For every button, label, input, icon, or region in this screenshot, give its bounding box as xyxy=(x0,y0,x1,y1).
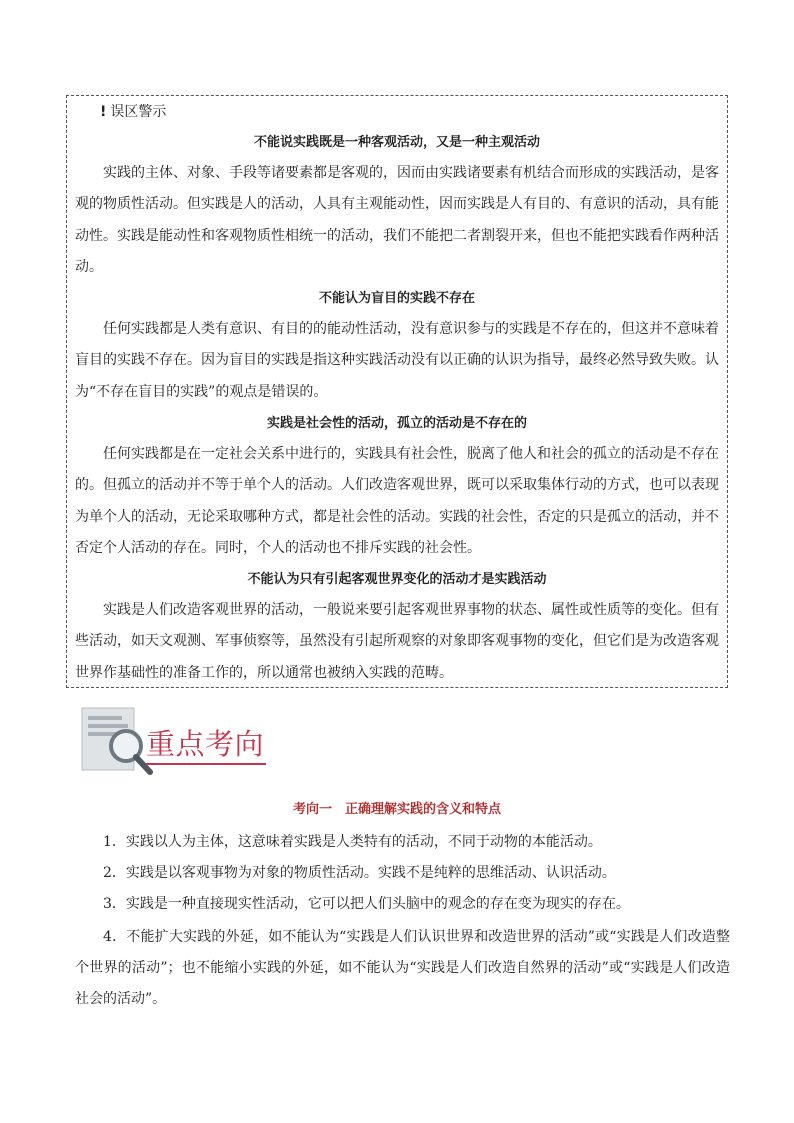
warning-section-title: 实践是社会性的活动，孤立的活动是不存在的 xyxy=(266,416,527,431)
focus-item: 3．实践是一种直接现实性活动，它可以把人们头脑中的观念的存在变为现实的存在。 xyxy=(103,896,630,912)
warning-heading xyxy=(100,102,166,122)
warning-section-text: 任何实践都是人类有意识、有目的的能动性活动，没有意识参与的实践是不存在的，但这并不意味着盲目的实践不存在。因为盲目的实践是指这种实践活动没有以正确的认识为指导，最终必然导致失败。认为“不存在盲目的实践”的观点是错误的。 xyxy=(75,321,719,400)
warning-heading-label: 误区警示 xyxy=(110,104,167,120)
focus-title: 考向一 正确理解实践的含义和特点 xyxy=(292,802,501,817)
warning-section-text: 实践是人们改造客观世界的活动，一般说来要引起客观世界事物的状态、属性或性质等的变化。但有些活动，如天文观测、军事侦察等，虽然没有引起所观察的对象即客观事物的变化，但它们是为改造客观世界作基础性的准备工作的，所以通常也被纳入实践的范畴。 xyxy=(75,602,719,681)
warning-section-text: 任何实践都是在一定社会关系中进行的，实践具有社会性，脱离了他人和社会的孤立的活动是不存在的。但孤立的活动并不等于单个人的活动。人们改造客观世界，既可以采取集体行动的方式，也可以表现为单个人的活动，无论采取哪种方式，都是社会性的活动。实践的社会性，否定的只是孤立的活动，并不否定个人活动的存在。同时，个人的活动也不排斥实践的社会性。 xyxy=(75,446,719,556)
focus-item: 4．不能扩大实践的外延，如不能认为“实践是人们认识世界和改造世界的活动”或“实践是人们改造整个世界的活动”；也不能缩小实践的外延，如不能认为“实践是人们改造自然界的活动”或“实践是人们改造社会的活动”。 xyxy=(75,929,730,1007)
exclamation-icon: ! xyxy=(100,104,107,120)
warning-section-title: 不能认为只有引起客观世界变化的活动才是实践活动 xyxy=(247,572,547,587)
warning-section-text: 实践的主体、对象、手段等诸要素都是客观的，因而由实践诸要素有机结合而形成的实践活动，是客观的物质性活动。但实践是人的活动，人具有主观能动性，因而实践是人有目的、有意识的活动，具有能动性。实践是能动性和客观物质性相统一的活动，我们不能把二者割裂开来，但也不能把实践看作两种活动。 xyxy=(75,165,719,275)
focus-item: 1．实践以人为主体，这意味着实践是人类特有的活动，不同于动物的本能活动。 xyxy=(103,834,602,850)
banner-title: 重点考向 xyxy=(146,727,265,761)
warning-section-title: 不能说实践既是一种客观活动，又是一种主观活动 xyxy=(253,135,540,150)
banner-underline xyxy=(146,763,266,765)
focus-item: 2．实践是以客观事物为对象的物质性活动。实践不是纯粹的思维活动、认识活动。 xyxy=(103,865,616,881)
warning-section-title: 不能认为盲目的实践不存在 xyxy=(318,291,475,306)
